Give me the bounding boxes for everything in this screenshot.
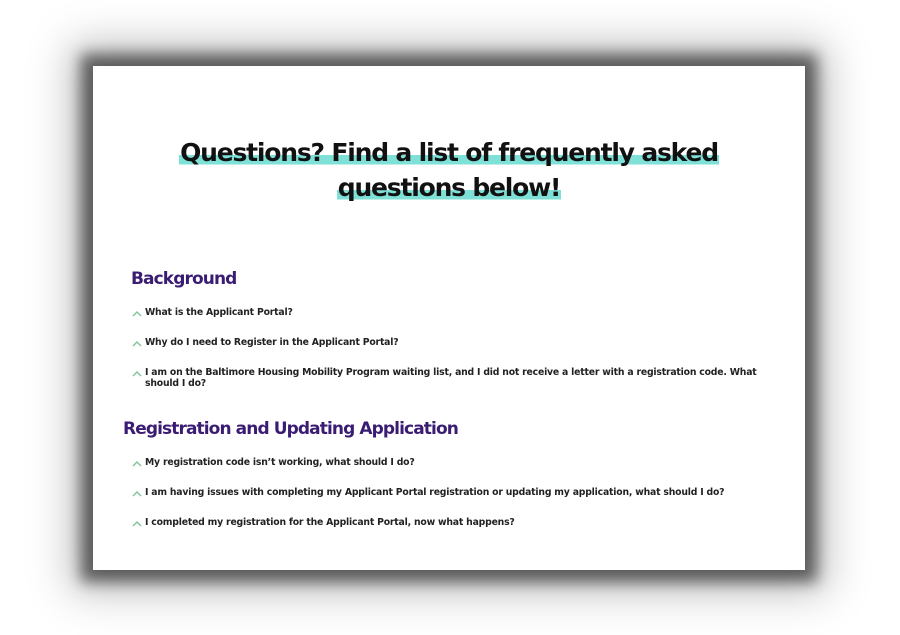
chevron-up-icon[interactable] bbox=[131, 368, 145, 380]
chevron-up-icon[interactable] bbox=[131, 338, 145, 350]
chevron-up-icon[interactable] bbox=[131, 518, 145, 530]
faq-item[interactable] bbox=[131, 337, 791, 350]
faq-card bbox=[93, 66, 805, 570]
faq-item[interactable] bbox=[131, 457, 791, 470]
chevron-up-icon[interactable] bbox=[131, 308, 145, 320]
faq-item[interactable] bbox=[131, 367, 791, 389]
chevron-up-icon[interactable] bbox=[131, 488, 145, 500]
chevron-up-icon[interactable] bbox=[131, 458, 145, 470]
faq-question[interactable]: What is the Applicant Portal? bbox=[145, 307, 293, 318]
faq-question[interactable]: Why do I need to Register in the Applicant Portal? bbox=[145, 337, 399, 348]
page-title-line-1: Questions? Find a list of frequently asked bbox=[180, 138, 718, 167]
faq-item[interactable] bbox=[131, 487, 791, 500]
faq-question[interactable]: I completed my registration for the Applicant Portal, now what happens? bbox=[145, 517, 515, 528]
faq-question[interactable]: My registration code isn’t working, what should I do? bbox=[145, 457, 415, 468]
section-title-background: Background bbox=[131, 269, 237, 289]
faq-item[interactable] bbox=[131, 307, 791, 320]
faq-question[interactable]: I am on the Baltimore Housing Mobility Program waiting list, and I did not receive a letter with a registration code. What should I do? bbox=[145, 367, 757, 389]
section-title-registration: Registration and Updating Application bbox=[123, 419, 458, 439]
page-title bbox=[93, 135, 805, 205]
faq-question[interactable]: I am having issues with completing my Applicant Portal registration or updating my application, what should I do? bbox=[145, 487, 725, 498]
page-title-line-2: questions below! bbox=[337, 173, 561, 202]
faq-item[interactable] bbox=[131, 517, 791, 530]
